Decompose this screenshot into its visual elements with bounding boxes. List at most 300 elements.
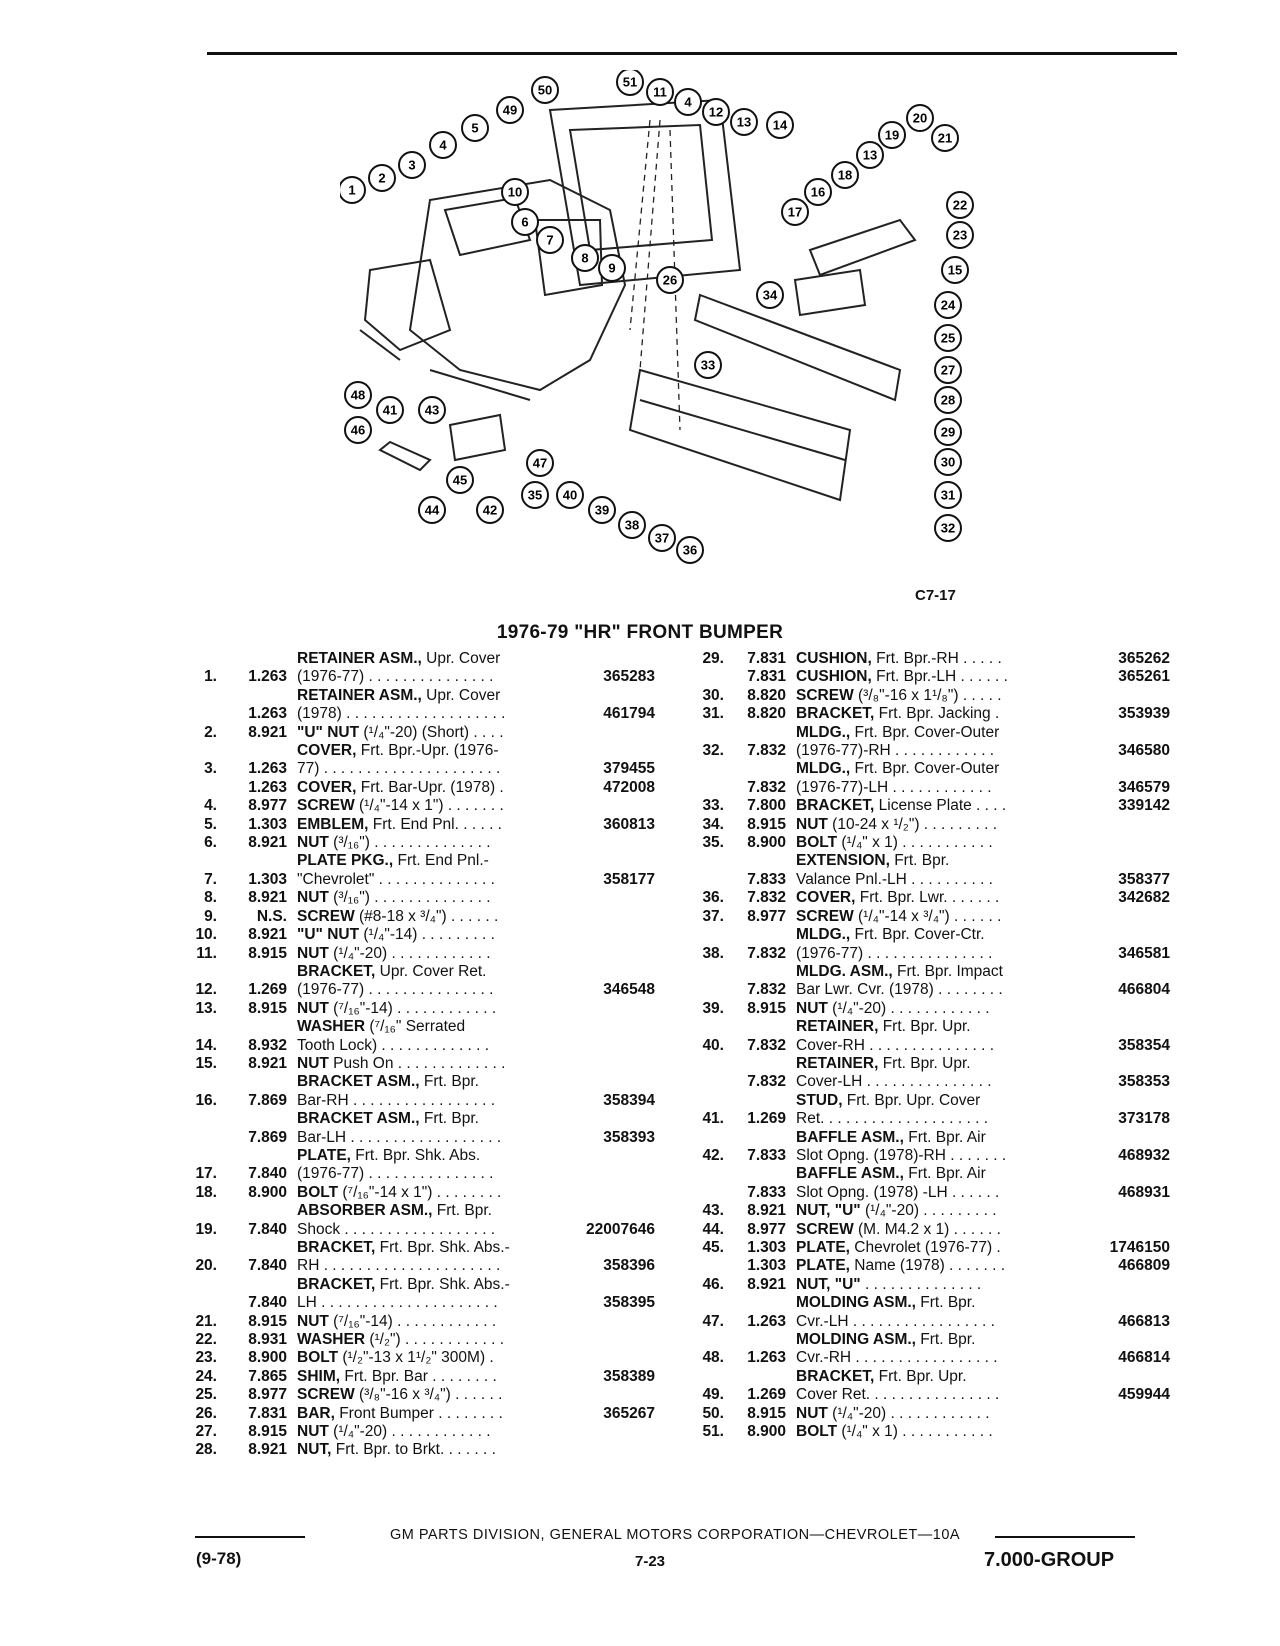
- part-description: [287, 1000, 559, 1018]
- part-description: [287, 908, 559, 926]
- parts-list-row: [175, 1349, 655, 1367]
- group-number: 7.832: [747, 742, 786, 760]
- parts-list-row: [175, 945, 655, 963]
- part-detail: Frt. End Pnl. . . . . .: [368, 815, 502, 833]
- part-name: MLDG.,: [796, 926, 851, 944]
- part-name: NUT: [297, 999, 329, 1017]
- part-description: [786, 1221, 1074, 1239]
- part-description: [786, 1405, 1074, 1423]
- part-number: 358353: [1118, 1073, 1170, 1091]
- part-number: 466813: [1118, 1312, 1170, 1330]
- part-number: 466804: [1118, 981, 1170, 999]
- part-description: [287, 724, 559, 742]
- callout-bubble: [345, 382, 371, 408]
- part-detail: (³/₁₆") . . . . . . . . . . . . . .: [328, 889, 491, 907]
- part-description: [287, 1276, 559, 1313]
- part-detail: Frt. Bpr. to Brkt. . . . . . .: [331, 1441, 496, 1459]
- callout-label: 43: [424, 402, 440, 418]
- parts-list-row: [175, 834, 655, 852]
- part-name: COVER,: [297, 742, 357, 760]
- part-detail: (¹/₂"-13 x 1¹/₂" 300M) .: [338, 1349, 494, 1367]
- part-number: 358377: [1118, 870, 1170, 888]
- parts-list-row: [175, 1331, 655, 1349]
- part-name: CUSHION,: [796, 650, 872, 667]
- exploded-parts-diagram: [340, 70, 1040, 590]
- part-description: [287, 1349, 559, 1367]
- parts-list-row: [680, 705, 1170, 723]
- part-name: PLATE,: [796, 1257, 850, 1275]
- callout-bubble: [572, 245, 598, 271]
- footer-line-right: [995, 1536, 1135, 1538]
- parts-list-row: [175, 816, 655, 834]
- callout-bubble: [340, 177, 365, 203]
- part-description: [287, 1147, 559, 1184]
- callout-label: 46: [350, 422, 366, 438]
- part-name: RETAINER ASM.,: [297, 650, 422, 667]
- part-detail: Upr. Cover (1978) . . . . . . . . . . . . . . . . . . .: [297, 686, 506, 723]
- item-number: 33.: [702, 797, 724, 815]
- part-name: NUT: [796, 1404, 828, 1422]
- part-name: EMBLEM,: [297, 815, 369, 833]
- callout-bubble: [731, 109, 757, 135]
- item-number: 17.: [195, 1165, 217, 1183]
- part-name: PLATE,: [796, 1239, 850, 1256]
- part-name: BRACKET,: [297, 1239, 376, 1256]
- callout-bubble: [832, 162, 858, 188]
- item-number: 11.: [196, 944, 217, 962]
- group-number: 7.833: [747, 870, 786, 888]
- part-name: "U" NUT: [297, 723, 360, 741]
- group-number: 8.931: [248, 1331, 287, 1349]
- parts-list-row: [680, 1221, 1170, 1239]
- group-number: 7.831: [248, 1404, 287, 1422]
- parts-list-row: [175, 797, 655, 815]
- part-name: MOLDING ASM.,: [796, 1294, 916, 1312]
- group-number: 8.820: [747, 686, 786, 704]
- group-number: 8.932: [248, 1036, 287, 1054]
- parts-list-row: [680, 1294, 1170, 1331]
- callout-layer: [340, 70, 973, 563]
- item-number: 10.: [195, 926, 217, 944]
- part-number: 346580: [1118, 742, 1170, 760]
- baffle-shape: [450, 415, 505, 460]
- callout-bubble: [879, 122, 905, 148]
- group-number: 8.915: [747, 815, 786, 833]
- item-number: 38.: [702, 944, 724, 962]
- item-number: 42.: [702, 1146, 724, 1164]
- part-description: [786, 1202, 1074, 1220]
- part-number: 365267: [603, 1404, 655, 1422]
- part-description: [287, 852, 559, 889]
- parts-list-row: [175, 1276, 655, 1313]
- part-detail: (¹/₄"-20) . . . . . . . . . . . .: [827, 999, 990, 1017]
- part-name: MLDG.,: [796, 723, 851, 741]
- callout-label: 23: [952, 227, 968, 243]
- callout-label: 44: [424, 502, 440, 518]
- callout-bubble: [599, 255, 625, 281]
- group-number: 7.832: [747, 1036, 786, 1054]
- figure-code: C7-17: [915, 587, 956, 604]
- part-detail: Upr. Cover (1976-77) . . . . . . . . . . . . . . .: [297, 650, 501, 686]
- callout-label: 45: [452, 472, 468, 488]
- part-name: SCREW: [796, 907, 854, 925]
- callout-label: 26: [662, 272, 678, 288]
- part-name: NUT: [297, 889, 329, 907]
- part-number: 472008: [603, 778, 655, 796]
- callout-label: 1: [348, 182, 356, 198]
- parts-list-row: [680, 1331, 1170, 1368]
- callout-bubble: [947, 222, 973, 248]
- part-name: NUT: [297, 944, 329, 962]
- part-number: 358396: [603, 1257, 655, 1275]
- callout-label: 47: [532, 455, 548, 471]
- part-name: SCREW: [297, 797, 355, 815]
- part-detail: (¹/₂") . . . . . . . . . . . .: [365, 1331, 505, 1349]
- part-number: 365283: [603, 668, 655, 686]
- part-name: BAFFLE ASM.,: [796, 1165, 904, 1183]
- parts-list-row: [680, 797, 1170, 815]
- parts-list-row: [680, 760, 1170, 797]
- part-name: RETAINER,: [796, 1054, 879, 1072]
- part-detail: Frt. Bpr. Upr. Cover-RH . . . . . . . . . . . . . . .: [796, 1018, 995, 1054]
- item-number: 36.: [702, 889, 724, 907]
- item-number: 46.: [702, 1275, 724, 1293]
- parts-list-row: [175, 1202, 655, 1239]
- callout-label: 29: [940, 424, 956, 440]
- group-number: 1.269: [747, 1386, 786, 1404]
- part-number: 360813: [603, 815, 655, 833]
- part-number: 466809: [1118, 1257, 1170, 1275]
- group-number: 1.303: [248, 815, 287, 833]
- parts-list-row: [680, 1276, 1170, 1294]
- item-number: 22.: [195, 1331, 217, 1349]
- callout-label: 39: [594, 502, 610, 518]
- item-number: 32.: [702, 742, 724, 760]
- parts-list-row: [175, 779, 655, 797]
- callout-label: 48: [350, 387, 366, 403]
- callout-bubble: [430, 132, 456, 158]
- callout-label: 5: [471, 120, 479, 136]
- callout-label: 31: [940, 487, 956, 503]
- shock-absorber-shape: [810, 220, 915, 275]
- part-number: 468931: [1118, 1183, 1170, 1201]
- callout-bubble: [935, 482, 961, 508]
- part-description: [287, 1331, 559, 1349]
- part-name: BAR,: [297, 1404, 335, 1422]
- parts-list-right: [680, 650, 1170, 1441]
- callout-bubble: [369, 165, 395, 191]
- group-number: 1.303: [248, 870, 287, 888]
- part-name: BOLT: [297, 1349, 339, 1367]
- group-number: 1.263: [248, 668, 287, 686]
- footer-group: 7.000-GROUP: [984, 1549, 1115, 1571]
- item-number: 7.: [204, 870, 217, 888]
- callout-label: 38: [624, 517, 640, 533]
- part-detail: Frt. Bpr. Shk. Abs. (1976-77) . . . . . . . . . . . . . . .: [297, 1146, 494, 1183]
- part-description: [786, 852, 1074, 889]
- group-number: 7.865: [248, 1367, 287, 1385]
- parts-list-row: [680, 1423, 1170, 1441]
- part-description: [287, 1386, 559, 1404]
- part-number: 373178: [1118, 1110, 1170, 1128]
- group-number: 7.840: [248, 1165, 287, 1183]
- group-number: 8.977: [747, 907, 786, 925]
- callout-label: 14: [772, 117, 788, 133]
- part-number: 346581: [1118, 944, 1170, 962]
- callout-bubble: [512, 209, 538, 235]
- part-detail: Frt. Bpr. Upr. Cover-LH . . . . . . . . . . . . . . .: [796, 1054, 992, 1091]
- parts-list-row: [175, 963, 655, 1000]
- part-detail: Frt. Bpr. Upr. Cover Ret. . . . . . . . . . . . . . . . . . . .: [796, 1091, 989, 1128]
- callout-bubble: [617, 70, 643, 95]
- part-description: [786, 1239, 1074, 1257]
- callout-bubble: [649, 525, 675, 551]
- parts-list-row: [175, 1147, 655, 1184]
- callout-bubble: [345, 417, 371, 443]
- parts-list-row: [680, 668, 1170, 686]
- parts-list-row: [175, 1405, 655, 1423]
- item-number: 5.: [204, 815, 217, 833]
- part-description: [786, 908, 1074, 926]
- callout-label: 36: [682, 542, 698, 558]
- item-number: 3.: [204, 760, 217, 778]
- item-number: 37.: [702, 907, 724, 925]
- callout-label: 33: [700, 357, 716, 373]
- part-number: 466814: [1118, 1349, 1170, 1367]
- part-name: WASHER: [297, 1331, 366, 1349]
- callout-label: 50: [537, 82, 553, 98]
- callout-label: 42: [482, 502, 498, 518]
- top-rule: [207, 52, 1177, 55]
- callout-bubble: [767, 112, 793, 138]
- part-description: [287, 963, 559, 1000]
- callout-bubble: [703, 99, 729, 125]
- part-description: [786, 834, 1074, 852]
- callout-label: 22: [952, 197, 968, 213]
- group-number: 7.833: [747, 1146, 786, 1164]
- parts-list-row: [680, 1000, 1170, 1018]
- callout-bubble: [935, 387, 961, 413]
- group-number: 8.900: [747, 1423, 786, 1441]
- part-name: BRACKET ASM.,: [297, 1073, 420, 1091]
- group-number: 8.915: [248, 944, 287, 962]
- part-name: EXTENSION,: [796, 852, 890, 870]
- callout-label: 13: [736, 114, 752, 130]
- callout-bubble: [675, 89, 701, 115]
- parts-list-row: [680, 1092, 1170, 1129]
- item-number: 29.: [702, 650, 724, 667]
- item-number: 14.: [195, 1036, 217, 1054]
- item-number: 18.: [195, 1183, 217, 1201]
- callout-label: 12: [708, 104, 724, 120]
- part-name: STUD,: [796, 1091, 843, 1109]
- callout-bubble: [805, 179, 831, 205]
- item-number: 44.: [702, 1220, 724, 1238]
- parts-list-row: [175, 1313, 655, 1331]
- parts-list-row: [680, 889, 1170, 907]
- callout-label: 10: [507, 184, 523, 200]
- group-number: 8.921: [248, 723, 287, 741]
- item-number: 51.: [702, 1423, 724, 1441]
- part-name: NUT: [297, 1423, 329, 1441]
- item-number: 40.: [702, 1036, 724, 1054]
- part-name: COVER,: [297, 778, 357, 796]
- callout-label: 40: [562, 487, 578, 503]
- part-name: SCREW: [796, 1220, 854, 1238]
- callout-bubble: [522, 482, 548, 508]
- part-detail: (#8-18 x ³/₄") . . . . . .: [354, 907, 499, 925]
- group-number: 1.269: [747, 1110, 786, 1128]
- part-description: [786, 1000, 1074, 1018]
- group-number: 7.833: [747, 1183, 786, 1201]
- callout-bubble: [619, 512, 645, 538]
- group-number: 1.263: [747, 1349, 786, 1367]
- group-number: 8.915: [747, 1404, 786, 1422]
- part-number: 358394: [603, 1091, 655, 1109]
- parts-list-row: [680, 1257, 1170, 1275]
- part-description: [786, 963, 1074, 1000]
- part-name: RETAINER ASM.,: [297, 686, 422, 704]
- parts-list-row: [175, 1110, 655, 1147]
- callout-bubble: [782, 199, 808, 225]
- part-name: ABSORBER ASM.,: [297, 1202, 433, 1220]
- callout-bubble: [757, 282, 783, 308]
- group-number: 8.977: [248, 797, 287, 815]
- part-number: 358354: [1118, 1036, 1170, 1054]
- parts-list-row: [175, 1386, 655, 1404]
- group-number: 8.820: [747, 705, 786, 723]
- group-number: 8.900: [248, 1349, 287, 1367]
- part-description: [786, 1257, 1074, 1275]
- callout-label: 32: [940, 520, 956, 536]
- part-detail: (¹/₄"-20) (Short) . . . .: [359, 723, 504, 741]
- parts-list-row: [680, 852, 1170, 889]
- part-detail: Frt. End Pnl.- "Chevrolet" . . . . . . . . . . . . . .: [297, 852, 495, 888]
- part-detail: Upr. Cover Ret. (1976-77) . . . . . . . . . . . . . . .: [297, 962, 494, 999]
- parts-list-left: [175, 650, 655, 1460]
- part-description: [786, 1331, 1074, 1368]
- part-detail: Frt. Bpr.-Upr. (1976- 77) . . . . . . . . . . . . . . . . . . . . .: [297, 742, 501, 778]
- callout-bubble: [589, 497, 615, 523]
- part-number: 339142: [1118, 797, 1170, 815]
- part-number: 358389: [603, 1367, 655, 1385]
- part-description: [287, 1441, 559, 1459]
- item-number: 16.: [195, 1091, 217, 1109]
- part-description: [287, 1405, 559, 1423]
- part-name: MLDG. ASM.,: [796, 962, 893, 980]
- group-number: 1.263: [248, 778, 287, 796]
- part-number: 353939: [1118, 705, 1170, 723]
- part-name: BRACKET ASM.,: [297, 1110, 420, 1128]
- group-number: 1.263: [248, 705, 287, 723]
- part-description: [287, 1313, 559, 1331]
- part-description: [287, 834, 559, 852]
- callout-bubble: [695, 352, 721, 378]
- parts-list-row: [680, 1405, 1170, 1423]
- part-name: "U" NUT: [297, 926, 360, 944]
- parts-list-row: [175, 1368, 655, 1386]
- group-number: 8.977: [248, 1386, 287, 1404]
- part-detail: Frt. Bpr. Jacking .: [874, 705, 1000, 723]
- item-number: 15.: [195, 1054, 217, 1072]
- part-description: [287, 1368, 559, 1386]
- part-name: BOLT: [796, 1423, 838, 1441]
- part-detail: Frt. Bpr. Shock . . . . . . . . . . . . . . . . . .: [297, 1202, 496, 1238]
- item-number: 39.: [702, 999, 724, 1017]
- callout-label: 24: [940, 297, 956, 313]
- part-description: [287, 779, 559, 797]
- callout-bubble: [947, 192, 973, 218]
- footer-page-number: 7-23: [635, 1553, 666, 1570]
- part-name: NUT: [297, 1312, 329, 1330]
- callout-bubble: [935, 292, 961, 318]
- part-number: 365261: [1118, 668, 1170, 686]
- part-detail: Frt. Bpr. Cvr.-LH . . . . . . . . . . . . . . . . .: [796, 1294, 995, 1330]
- group-number: 1.303: [747, 1239, 786, 1256]
- part-detail: Frt. Bpr. Valance Pnl.-LH . . . . . . . . . .: [796, 852, 993, 888]
- part-description: [287, 889, 559, 907]
- parts-list-row: [680, 1165, 1170, 1202]
- part-number: 342682: [1118, 889, 1170, 907]
- group-number: 7.800: [747, 797, 786, 815]
- part-name: NUT, "U": [796, 1202, 861, 1220]
- part-description: [786, 1276, 1074, 1294]
- callout-bubble: [935, 419, 961, 445]
- part-detail: Frt. Bpr. Lwr. . . . . . .: [855, 889, 1000, 907]
- part-detail: Chevrolet (1976-77) .: [849, 1239, 1001, 1256]
- callout-label: 19: [884, 127, 900, 143]
- part-description: [287, 1110, 559, 1147]
- group-number: 8.915: [248, 1423, 287, 1441]
- part-detail: Frt. Bpr. Cvr.-RH . . . . . . . . . . . . . . . . .: [796, 1331, 998, 1367]
- part-detail: Frt. Bpr. Cover-Ctr. (1976-77) . . . . . . . . . . . . . . .: [796, 926, 993, 962]
- part-description: [786, 1129, 1074, 1166]
- part-number: 358177: [603, 870, 655, 888]
- part-description: [287, 1202, 559, 1239]
- part-detail: Front Bumper . . . . . . . .: [334, 1404, 503, 1422]
- group-number: 1.269: [248, 981, 287, 999]
- part-detail: (M. M4.2 x 1) . . . . . .: [853, 1220, 1001, 1238]
- part-name: SCREW: [297, 1386, 355, 1404]
- page-title: 1976-79 "HR" FRONT BUMPER: [496, 622, 784, 643]
- bumper-bar-shape: [695, 295, 900, 400]
- group-number: 8.921: [747, 1202, 786, 1220]
- part-detail: (⁷/₁₆"-14) . . . . . . . . . . . .: [328, 999, 497, 1017]
- part-detail: (¹/₄"-14 x 1") . . . . . . .: [354, 797, 504, 815]
- callout-bubble: [935, 357, 961, 383]
- part-number: 358393: [603, 1128, 655, 1146]
- callout-bubble: [462, 115, 488, 141]
- item-number: 30.: [702, 686, 724, 704]
- item-number: 19.: [195, 1220, 217, 1238]
- part-name: BRACKET,: [796, 705, 875, 723]
- part-description: [287, 1184, 559, 1202]
- parts-list-row: [680, 1368, 1170, 1405]
- callout-label: 3: [408, 157, 416, 173]
- callout-bubble: [477, 497, 503, 523]
- item-number: 4.: [204, 797, 217, 815]
- part-detail: Frt. Bpr. Upr. Cover Ret. . . . . . . . . . . . . . . .: [796, 1367, 1000, 1404]
- part-detail: (¹/₄"-20) . . . . . . . . .: [860, 1202, 997, 1220]
- part-description: [786, 1055, 1074, 1092]
- part-name: CUSHION,: [796, 668, 872, 686]
- part-description: [786, 1294, 1074, 1331]
- part-name: PLATE PKG.,: [297, 852, 394, 870]
- parts-list-row: [175, 687, 655, 724]
- part-detail: (³/₈"-16 x 1¹/₈") . . . . .: [853, 686, 1002, 704]
- callout-label: 16: [810, 184, 826, 200]
- part-name: MLDG.,: [796, 760, 851, 778]
